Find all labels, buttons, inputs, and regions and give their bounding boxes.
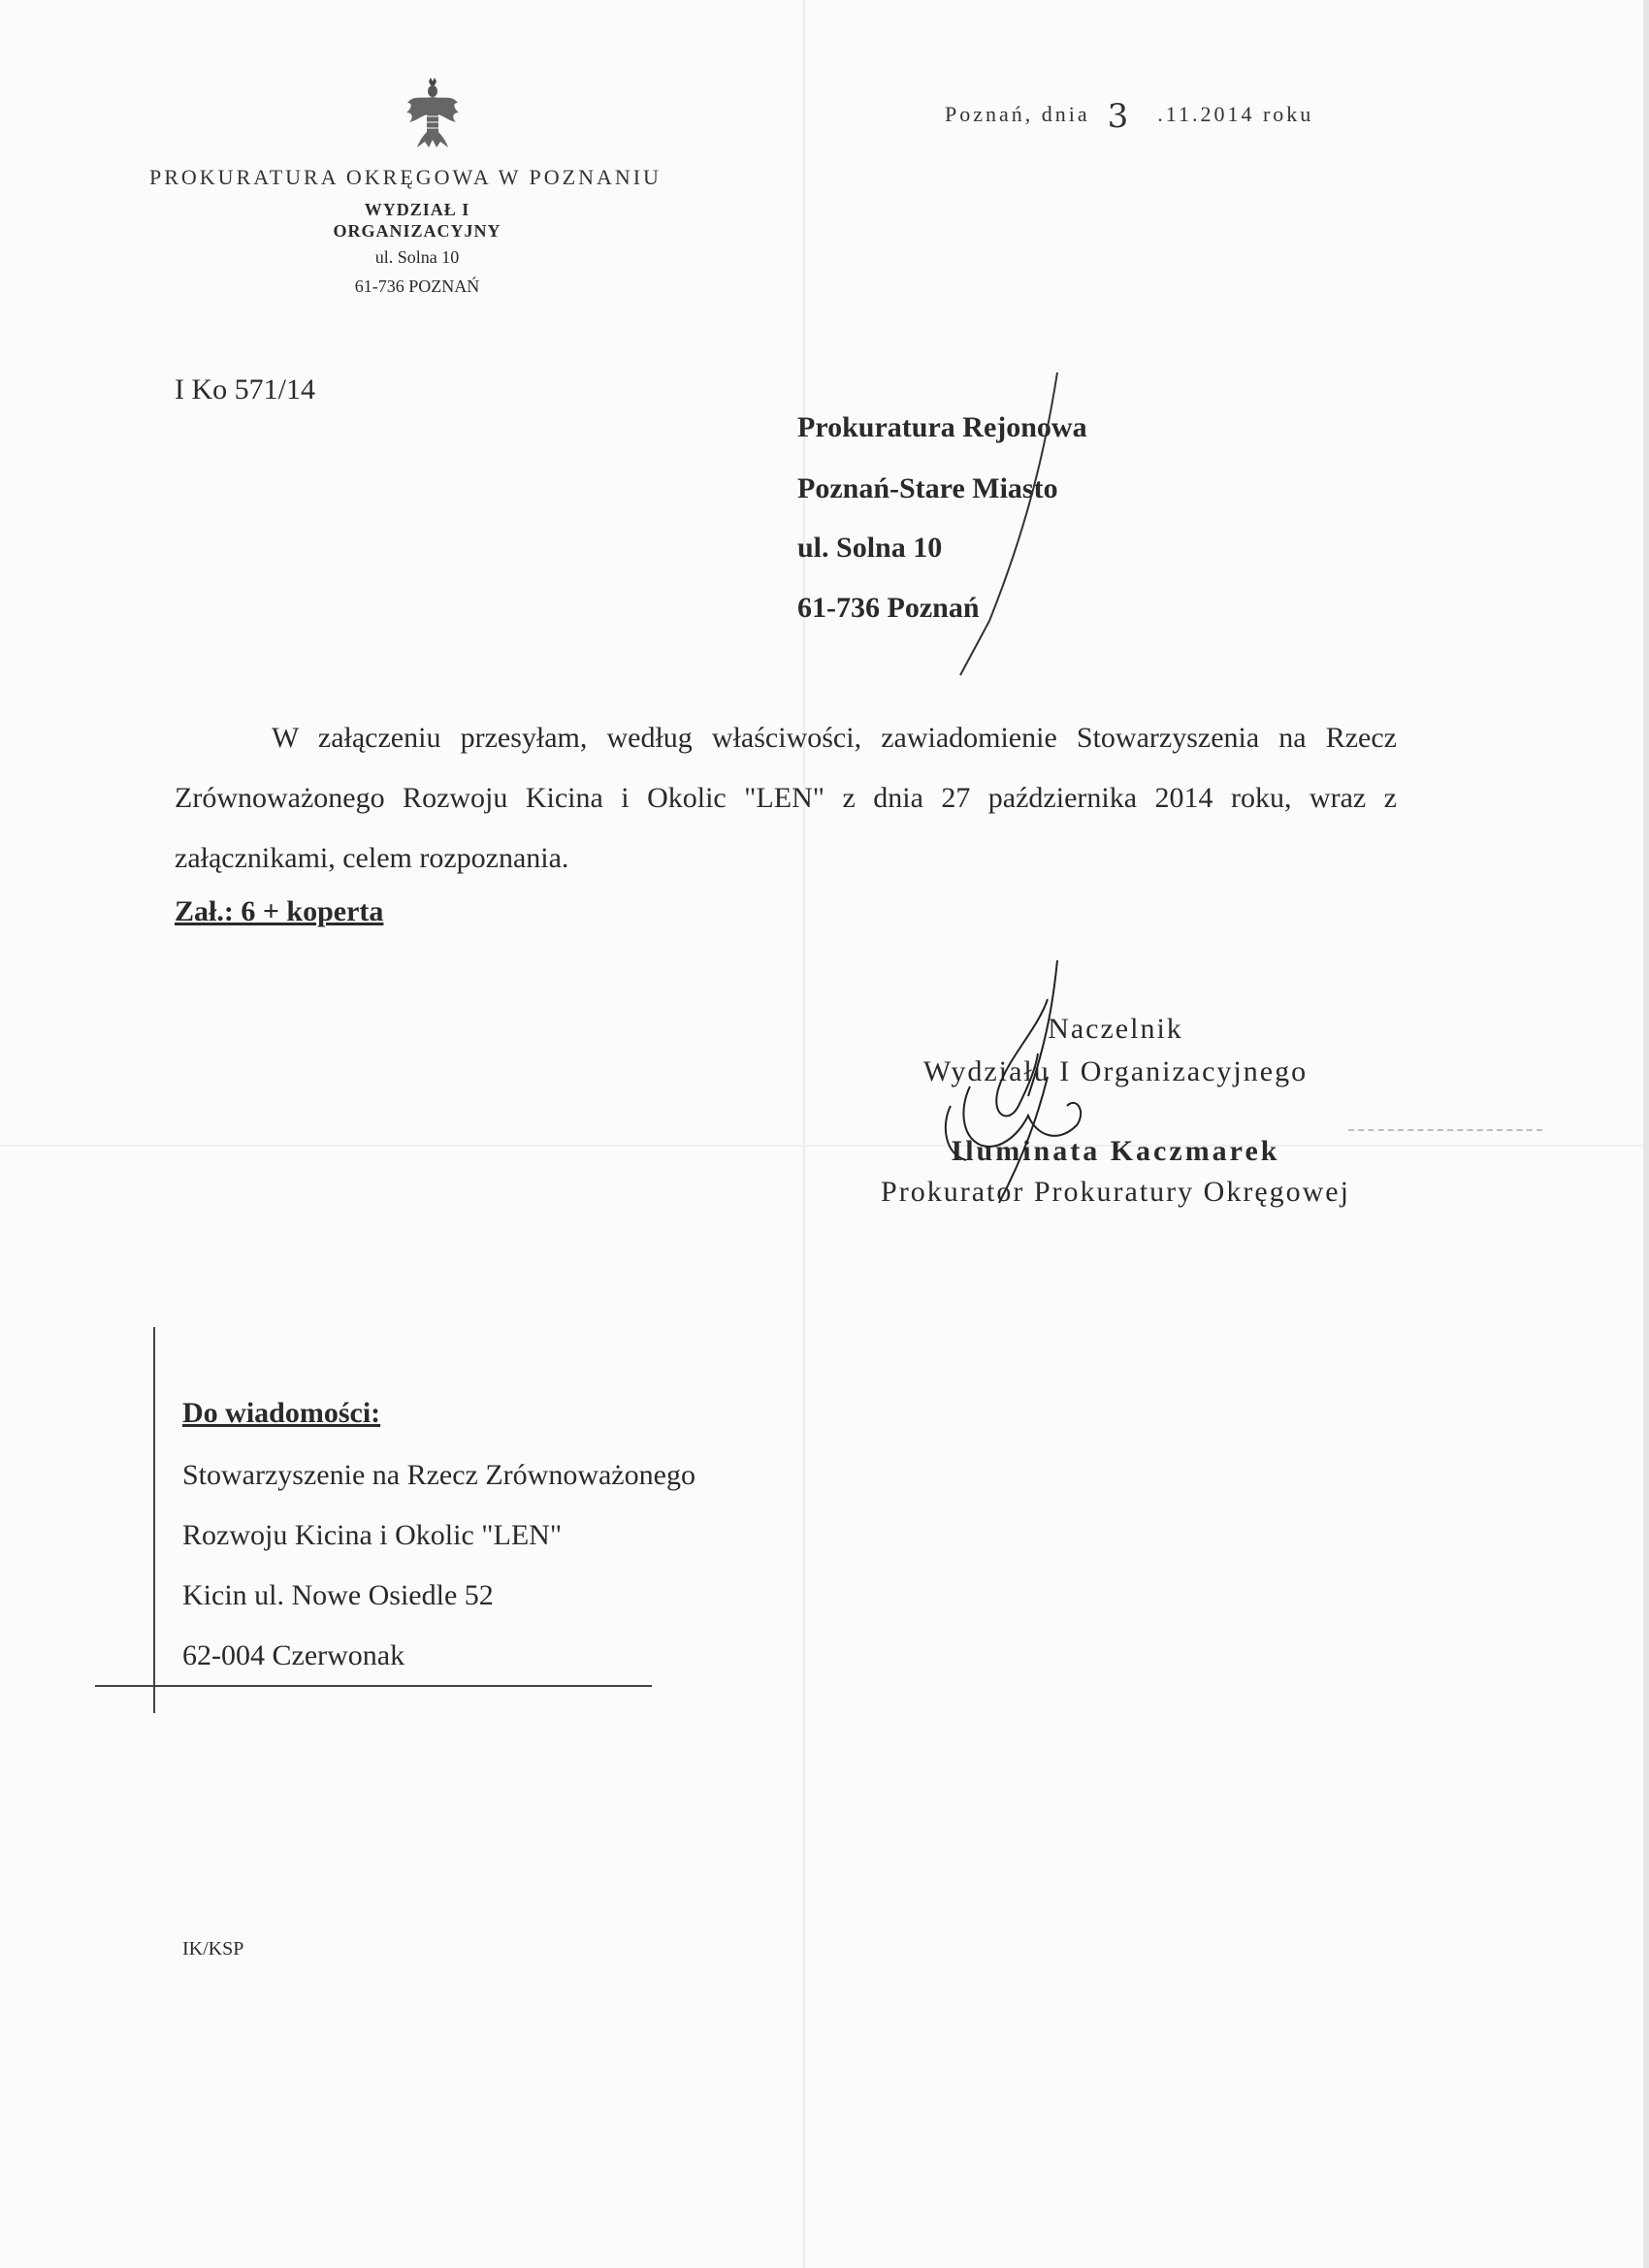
recipient-line: Poznań-Stare Miasto [797,472,1058,504]
body-paragraph: W załączeniu przesyłam, według właściwości, zawiadomienie Stowarzyszenia na Rzecz Zrównoważonego Rozwoju Kicina i Okolic "LEN" z dnia 27 października 2014 roku, wraz z załącznikami, celem rozpoznania. [175,722,1397,874]
fold-crease-vertical [803,0,805,2268]
signatory-role: Naczelnik [1048,1013,1183,1045]
cc-bracket-vertical [153,1327,155,1713]
signatory-name: Iluminata Kaczmarek [951,1135,1280,1167]
date-prefix: Poznań, dnia [945,102,1090,126]
enclosures: Zał.: 6 + koperta [175,895,384,927]
office-postal: 61-736 POZNAŃ [354,276,480,296]
recipient-line: 61-736 Poznań [797,592,980,624]
date-day-handwritten: 3 [1107,97,1129,136]
recipient-line: ul. Solna 10 [797,532,943,564]
recipient-line: Prokuratura Rejonowa [797,411,1087,443]
office-street: ul. Solna 10 [374,247,460,267]
cc-line: Rozwoju Kicina i Okolic "LEN" [182,1519,563,1551]
department-line-2: ORGANIZACYJNY [333,221,501,241]
case-reference: I Ko 571/14 [175,373,315,405]
date-line [945,91,1314,136]
handwritten-signature [931,960,1106,1213]
signatory-title: Prokurator Prokuratury Okręgowej [881,1176,1350,1208]
department-line-1: WYDZIAŁ I [364,200,470,219]
department-name [291,199,543,242]
date-suffix: .11.2014 roku [1157,102,1314,126]
scan-edge [1643,0,1649,2268]
cc-line: 62-004 Czerwonak [182,1639,405,1671]
cc-bracket-horizontal [95,1685,652,1687]
author-initials: IK/KSP [182,1938,244,1960]
pen-stroke-mark [931,369,1067,679]
cc-line: Kicin ul. Nowe Osiedle 52 [182,1579,494,1611]
cc-line: Stowarzyszenie na Rzecz Zrównoważonego [182,1459,695,1491]
signatory-department: Wydziału I Organizacyjnego [922,1055,1309,1087]
office-name: PROKURATURA OKRĘGOWA W POZNANIU [149,165,662,189]
cc-heading: Do wiadomości: [182,1397,381,1429]
signature-dotted-line [1348,1129,1542,1131]
fold-crease-horizontal [0,1145,1649,1147]
polish-eagle-emblem-icon [405,78,460,151]
